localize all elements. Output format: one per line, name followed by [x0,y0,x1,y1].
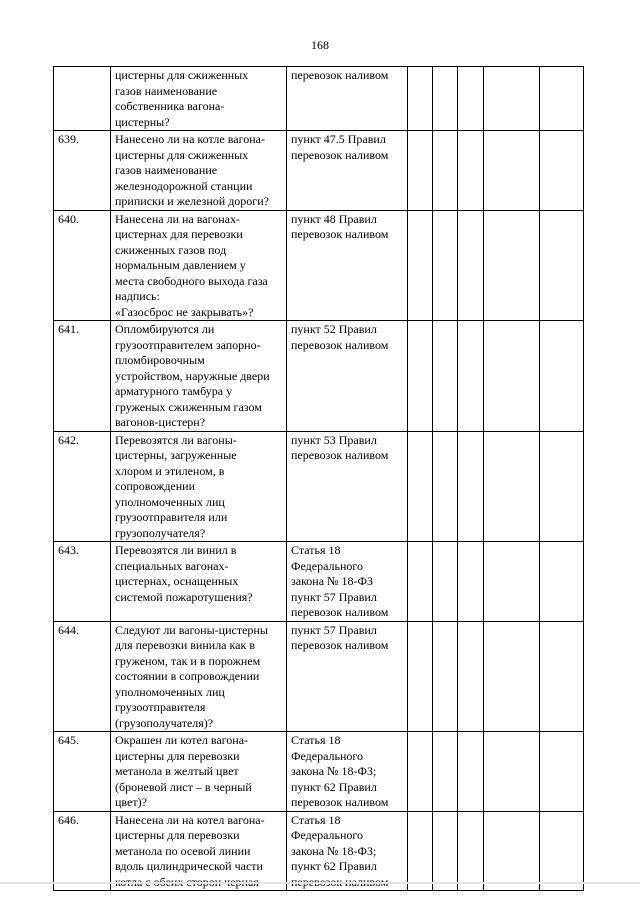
table-row [54,321,584,432]
question-cell: цистерны для сжиженных газов наименование собственника вагона- цистерны? [111,67,287,131]
notes-cell [484,131,540,211]
answer-no-cell [433,811,458,891]
answer-no-cell [433,210,458,321]
answer-yes-cell [408,431,433,542]
answer-na-cell [458,542,484,622]
notes-cell [484,431,540,542]
answer-na-cell [458,431,484,542]
reference-cell: пункт 47.5 Правил перевозок наливом [287,131,408,211]
row-number: 645. [54,732,111,812]
notes-cell [484,321,540,432]
answer-na-cell [458,811,484,891]
answer-yes-cell [408,67,433,131]
answer-na-cell [458,621,484,732]
question-cell: Окрашен ли котел вагона- цистерны для перевозки метанола в желтый цвет (броневой лист – в черный цвет)? [111,732,287,812]
notes-cell [484,621,540,732]
remarks-cell [540,732,584,812]
page-number: 168 [311,38,329,52]
answer-yes-cell [408,321,433,432]
notes-cell [484,732,540,812]
answer-yes-cell [408,542,433,622]
answer-no-cell [433,131,458,211]
remarks-cell [540,321,584,432]
answer-yes-cell [408,210,433,321]
answer-no-cell [433,431,458,542]
answer-no-cell [433,321,458,432]
reference-cell: Статья 18 Федерального закона № 18-ФЗ; пункт 62 Правил перевозок наливом [287,732,408,812]
row-number: 643. [54,542,111,622]
table-row [54,542,584,622]
scan-edge-line [0,882,640,884]
reference-cell: перевозок наливом [287,67,408,131]
row-number: 641. [54,321,111,432]
remarks-cell [540,431,584,542]
question-cell: Перевозятся ли винил в специальных вагонах- цистернах, оснащенных системой пожаротушения? [111,542,287,622]
remarks-cell [540,131,584,211]
question-cell: Перевозятся ли вагоны- цистерны, загруженные хлором и этиленом, в сопровождении уполномоченных лиц грузоотправителя или грузополучателя? [111,431,287,542]
question-cell: Нанесена ли на котел вагона- цистерны для перевозки метанола по осевой линии вдоль цилиндрической части [111,811,287,891]
remarks-cell [540,67,584,131]
answer-yes-cell [408,621,433,732]
reference-cell: пункт 57 Правил перевозок наливом [287,621,408,732]
remarks-cell [540,811,584,891]
table-row [54,732,584,812]
row-number: 644. [54,621,111,732]
answer-na-cell [458,321,484,432]
reference-cell: пункт 48 Правил перевозок наливом [287,210,408,321]
reference-cell: Статья 18 Федерального закона № 18-ФЗ пункт 57 Правил перевозок наливом [287,542,408,622]
question-cell: Следуют ли вагоны-цистерны для перевозки винила как в груженом, так и в порожнем состоянии в сопровождении уполномоченных лиц грузоотправителя (грузополучателя)? [111,621,287,732]
answer-yes-cell [408,131,433,211]
notes-cell [484,811,540,891]
answer-na-cell [458,131,484,211]
question-cell: Нанесено ли на котле вагона- цистерны для сжиженных газов наименование железнодорожной станции приписки и железной дороги? [111,131,287,211]
answer-yes-cell [408,811,433,891]
remarks-cell [540,210,584,321]
row-number: 646. [54,811,111,891]
row-number: 640. [54,210,111,321]
table-row [54,131,584,211]
answer-na-cell [458,67,484,131]
answer-na-cell [458,210,484,321]
table-row [54,431,584,542]
question-cell: Нанесена ли на вагонах- цистернах для перевозки сжиженных газов под нормальным давлением у места свободного выхода газа надпись: «Газосброс не закрывать»? [111,210,287,321]
answer-no-cell [433,732,458,812]
answer-no-cell [433,542,458,622]
row-number [54,67,111,131]
answer-na-cell [458,732,484,812]
row-number: 642. [54,431,111,542]
checklist-table [53,66,584,891]
answer-no-cell [433,67,458,131]
reference-cell: пункт 52 Правил перевозок наливом [287,321,408,432]
table-row [54,811,584,891]
notes-cell [484,67,540,131]
notes-cell [484,542,540,622]
notes-cell [484,210,540,321]
table-row [54,210,584,321]
answer-yes-cell [408,732,433,812]
reference-cell: Статья 18 Федерального закона № 18-ФЗ; пункт 62 Правил [287,811,408,891]
reference-cell: пункт 53 Правил перевозок наливом [287,431,408,542]
table-row [54,67,584,131]
remarks-cell [540,542,584,622]
answer-no-cell [433,621,458,732]
row-number: 639. [54,131,111,211]
remarks-cell [540,621,584,732]
table-row [54,621,584,732]
question-cell: Опломбируются ли грузоотправителем запорно- пломбировочным устройством, наружные двери арматурного тамбура у груженых сжиженным газом вагонов-цистерн? [111,321,287,432]
